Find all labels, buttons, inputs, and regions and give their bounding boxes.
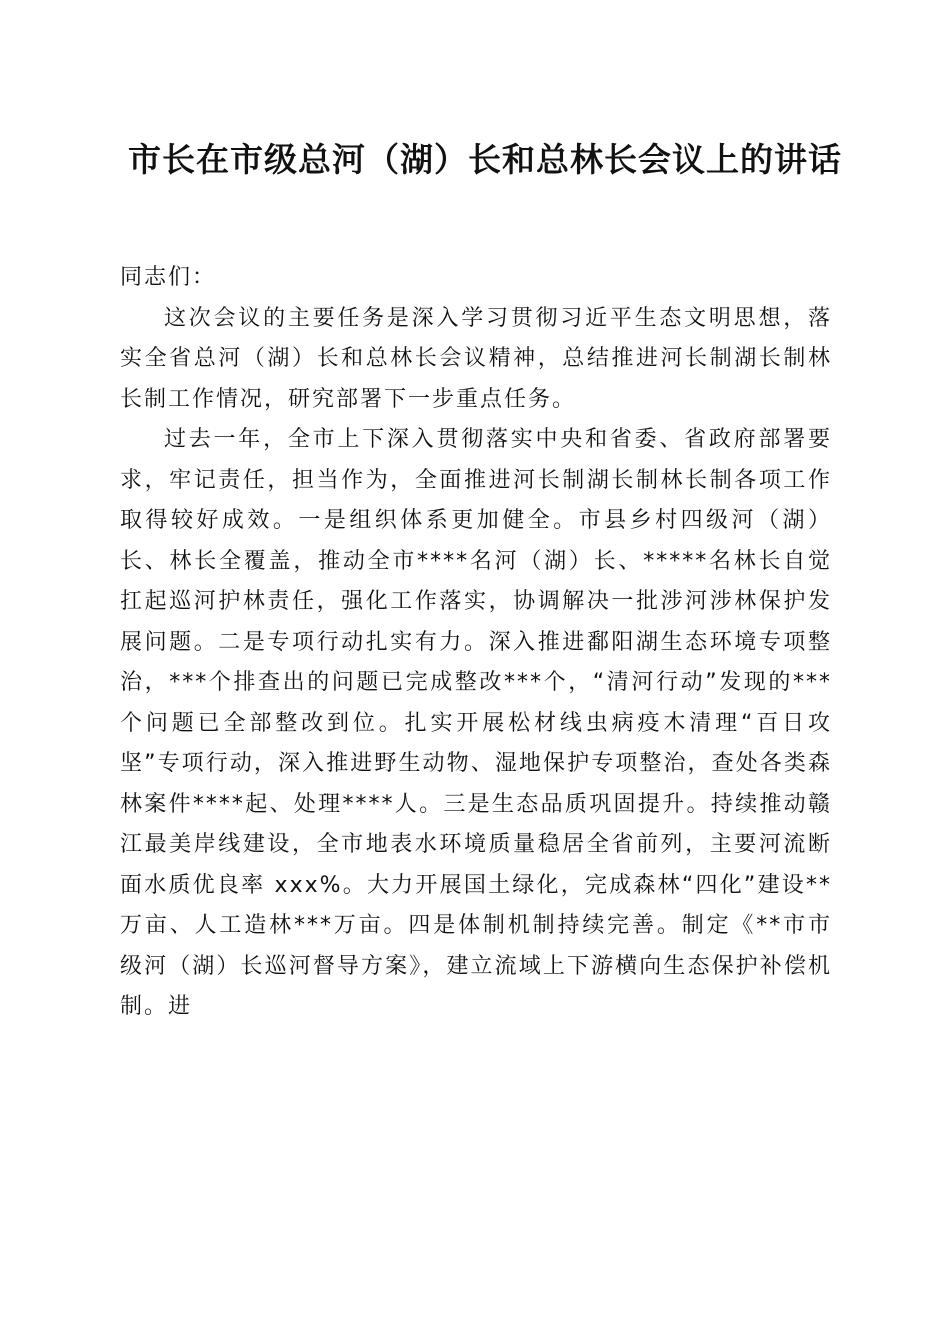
salutation: 同志们： — [120, 265, 217, 290]
page-title: 市长在市级总河（湖）长和总林长会议上的讲话 — [128, 140, 842, 179]
document-body — [120, 258, 832, 1028]
paragraph-achievements: 过去一年，全市上下深入贯彻落实中央和省委、省政府部署要求，牢记责任，担当作为，全面推进河长制湖长制林长制各项工作取得较好成效。一是组织体系更加健全。市县乡村四级河（湖）长、林长全覆盖，推动全市****名河（湖）长、*****名林长自觉扛起巡河护林责任，强化工作落实，协调解决一批涉河涉林保护发展问题。二是专项行动扎实有力。深入推进鄱阳湖生态环境专项整治，***个排查出的问题已完成整改***个，“清河行动”发现的***个问题已全部整改到位。扎实开展松材线虫病疫木清理“百日攻坚”专项行动，深入推进野生动物、湿地保护专项整治，查处各类森林案件****起、处理****人。三是生态品质巩固提升。持续推动赣江最美岸线建设，全市地表水环境质量稳居全省前列，主要河流断面水质优良率 xxx%。大力开展国土绿化，完成森林“四化”建设**万亩、人工造林***万亩。四是体制机制持续完善。制定《**市市级河（湖）长巡河督导方案》，建立流域上下游横向生态保护补偿机制。进 — [120, 427, 832, 1019]
paragraph-intro: 这次会议的主要任务是深入学习贯彻习近平生态文明思想，落实全省总河（湖）长和总林长会议精神，总结推进河长制湖长制林长制工作情况，研究部署下一步重点任务。 — [120, 305, 832, 412]
